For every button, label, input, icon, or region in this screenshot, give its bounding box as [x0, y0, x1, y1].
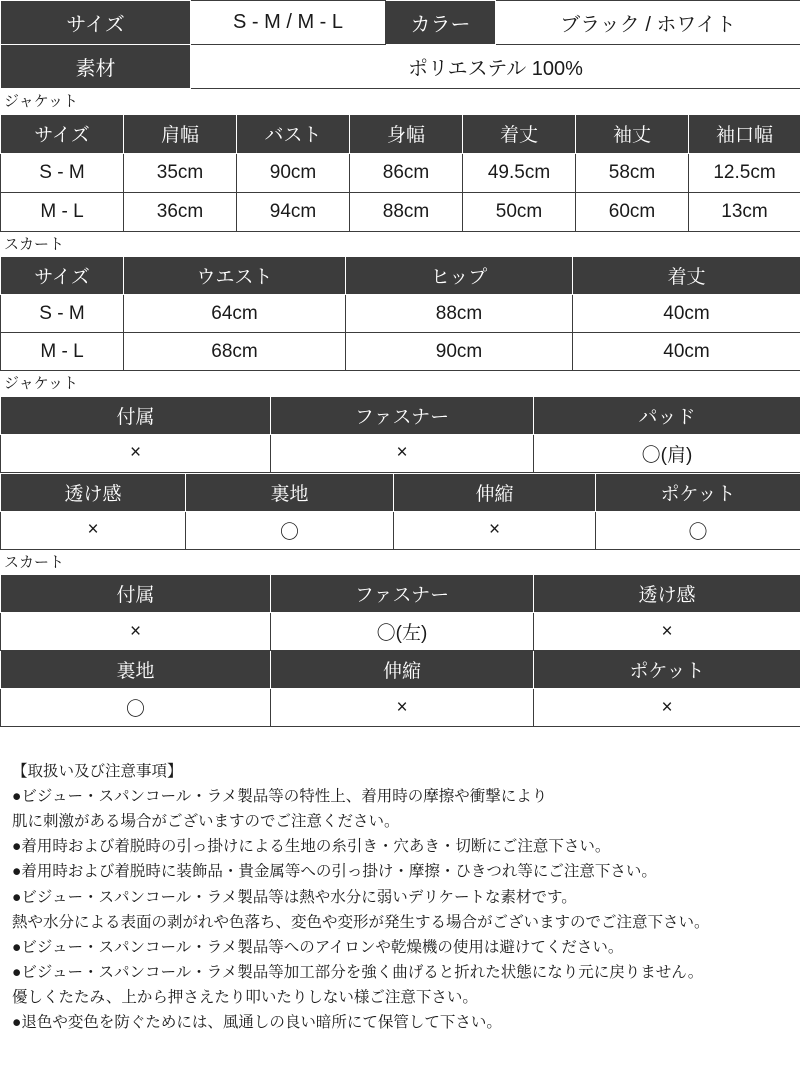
cell: ×	[271, 689, 534, 727]
skirt-size-table	[0, 256, 800, 371]
cell: 13cm	[689, 192, 800, 231]
cell: 12.5cm	[689, 153, 800, 192]
col-header-stretch: 伸縮	[394, 473, 596, 511]
table-row	[1, 153, 800, 192]
care-notes	[0, 759, 800, 1035]
table-header-row	[1, 396, 800, 434]
col-header-pocket: ポケット	[534, 651, 800, 689]
col-header-lining: 裏地	[186, 473, 394, 511]
cell: 88cm	[350, 192, 463, 231]
notes-line: ●ビジュー・スパンコール・ラメ製品等へのアイロンや乾燥機の使用は避けてください。	[12, 938, 624, 956]
cell: 94cm	[237, 192, 350, 231]
skirt-size-label: スカート	[4, 235, 65, 253]
skirt-detail-table	[0, 574, 800, 727]
cell: ×	[1, 511, 186, 549]
cell: 〇(肩)	[534, 434, 800, 472]
notes-line: 優しくたたみ、上から押さえたり叩いたりしない様ご注意下さい。	[12, 988, 478, 1006]
notes-line: ●ビジュー・スパンコール・ラメ製品等の特性上、着用時の摩擦や衝撃により	[12, 788, 548, 806]
material-value: ポリエステル 100%	[191, 45, 800, 89]
notes-line: ●ビジュー・スパンコール・ラメ製品等加工部分を強く曲げると折れた状態になり元に戻りません。	[12, 963, 704, 981]
table-row	[1, 511, 800, 549]
table-row	[1, 1, 800, 45]
cell: ×	[534, 613, 800, 651]
cell: M - L	[1, 192, 124, 231]
cell: ×	[271, 434, 534, 472]
col-header-hip: ヒップ	[346, 257, 573, 295]
notes-line: ●ビジュー・スパンコール・ラメ製品等は熱や水分に弱いデリケートな素材です。	[12, 888, 577, 906]
notes-line: ●退色や変色を防ぐためには、風通しの良い暗所にて保管して下さい。	[12, 1014, 502, 1032]
cell: ×	[534, 689, 800, 727]
col-header-cuff: 袖口幅	[689, 114, 800, 153]
table-header-row	[1, 575, 800, 613]
cell: 64cm	[124, 295, 346, 333]
notes-line: 肌に刺激がある場合がございますのでご注意ください。	[12, 813, 400, 831]
cell: M - L	[1, 333, 124, 371]
table-header-row	[1, 651, 800, 689]
notes-line: ●着用時および着脱時の引っ掛けによる生地の糸引き・穴あき・切断にご注意下さい。	[12, 838, 611, 856]
cell: 〇	[186, 511, 394, 549]
col-header-sheer: 透け感	[534, 575, 800, 613]
skirt-detail-label: スカート	[4, 553, 65, 571]
col-header-sleeve: 袖丈	[576, 114, 689, 153]
cell: 〇	[1, 689, 271, 727]
col-header-accessory: 付属	[1, 396, 271, 434]
notes-line: 熱や水分による表面の剥がれや色落ち、変色や変形が発生する場合がございますのでご注意下さい。	[12, 913, 710, 931]
cell: 68cm	[124, 333, 346, 371]
col-header-stretch: 伸縮	[271, 651, 534, 689]
jacket-size-table	[0, 114, 800, 232]
cell: 36cm	[124, 192, 237, 231]
col-header-sheer: 透け感	[1, 473, 186, 511]
table-row	[1, 613, 800, 651]
col-header-waist: ウエスト	[124, 257, 346, 295]
col-header-lining: 裏地	[1, 651, 271, 689]
cell: 88cm	[346, 295, 573, 333]
col-header-width: 身幅	[350, 114, 463, 153]
cell: 86cm	[350, 153, 463, 192]
color-header: カラー	[386, 1, 496, 45]
cell: S - M	[1, 153, 124, 192]
notes-title: 【取扱い及び注意事項】	[12, 763, 183, 780]
jacket-detail-table	[0, 396, 800, 473]
table-row	[1, 295, 800, 333]
table-header-row	[1, 114, 800, 153]
cell: 〇	[596, 511, 800, 549]
cell: ×	[1, 613, 271, 651]
table-row	[1, 192, 800, 231]
jacket-size-label: ジャケット	[4, 93, 78, 110]
jacket-detail-label: ジャケット	[4, 375, 78, 392]
col-header-accessory: 付属	[1, 575, 271, 613]
color-value: ブラック / ホワイト	[496, 1, 800, 45]
cell: 90cm	[346, 333, 573, 371]
table-row	[1, 689, 800, 727]
table-header-row	[1, 473, 800, 511]
notes-line: ●着用時および着脱時に装飾品・貴金属等への引っ掛け・摩擦・ひきつれ等にご注意下さい。	[12, 863, 657, 881]
cell: 35cm	[124, 153, 237, 192]
col-header-length: 着丈	[573, 257, 800, 295]
col-header-zipper: ファスナー	[271, 575, 534, 613]
cell: S - M	[1, 295, 124, 333]
col-header-zipper: ファスナー	[271, 396, 534, 434]
col-header-bust: バスト	[237, 114, 350, 153]
cell: 60cm	[576, 192, 689, 231]
material-header: 素材	[1, 45, 191, 89]
cell: ×	[394, 511, 596, 549]
cell: 90cm	[237, 153, 350, 192]
jacket-detail-table-2	[0, 473, 800, 550]
top-spec-table	[0, 0, 800, 89]
col-header-pad: パッド	[534, 396, 800, 434]
col-header-shoulder: 肩幅	[124, 114, 237, 153]
cell: 40cm	[573, 333, 800, 371]
cell: 〇(左)	[271, 613, 534, 651]
col-header-size: サイズ	[1, 257, 124, 295]
cell: 50cm	[463, 192, 576, 231]
cell: 49.5cm	[463, 153, 576, 192]
cell: 58cm	[576, 153, 689, 192]
col-header-length: 着丈	[463, 114, 576, 153]
table-row	[1, 434, 800, 472]
cell: ×	[1, 434, 271, 472]
table-header-row	[1, 257, 800, 295]
table-row	[1, 45, 800, 89]
size-header: サイズ	[1, 1, 191, 45]
size-value: S - M / M - L	[191, 1, 386, 45]
col-header-pocket: ポケット	[596, 473, 800, 511]
table-row	[1, 333, 800, 371]
cell: 40cm	[573, 295, 800, 333]
col-header-size: サイズ	[1, 114, 124, 153]
